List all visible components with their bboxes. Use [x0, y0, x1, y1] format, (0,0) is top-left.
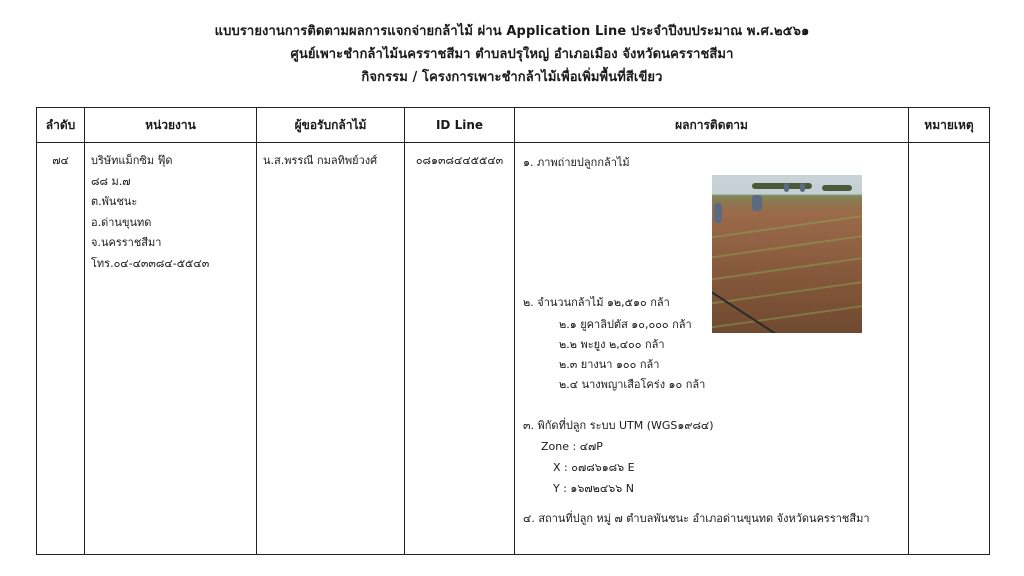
column-header-note: หมายเหตุ: [909, 108, 990, 143]
cell-id-line: [405, 143, 515, 555]
result-location: ๔. สถานที่ปลูก หมู่ ๗ ตำบลพันชนะ อำเภอด่านขุนทด จังหวัดนครราชสีมา: [523, 512, 870, 525]
table-row: [37, 143, 990, 555]
report-subtitle-activity: กิจกรรม / โครงการเพาะชำกล้าไม้เพื่อเพิ่มพื้นที่สีเขียว: [361, 70, 663, 85]
report-subtitle-center: ศูนย์เพาะชำกล้าไม้นครราชสีมา ตำบลปรุใหญ่ อำเภอเมือง จังหวัดนครราชสีมา: [290, 47, 734, 62]
result-y-coordinate: Y : ๑๖๗๒๔๖๖ N: [553, 482, 634, 495]
agency-district: อ.ด่านขุนทด: [91, 215, 152, 229]
cell-no: [37, 143, 85, 555]
cell-note: [909, 143, 990, 555]
report-table: [36, 107, 990, 555]
agency-subdistrict: ต.พันชนะ: [91, 195, 138, 208]
agency-province: จ.นครราชสีมา: [91, 236, 162, 249]
result-seedling-count: ๒. จำนวนกล้าไม้ ๑๒,๕๑๐ กล้า: [523, 296, 670, 309]
result-item-4: ๒.๔ นางพญาเสือโคร่ง ๑๐ กล้า: [559, 378, 706, 391]
report-header: [0, 0, 1024, 89]
column-header-agency: หน่วยงาน: [85, 108, 257, 143]
result-item-2: ๒.๒ พะยูง ๒,๔๐๐ กล้า: [559, 338, 665, 351]
column-header-result: ผลการติดตาม: [515, 108, 909, 143]
planting-photo: [712, 175, 862, 333]
result-coordinate-system: ๓. พิกัดที่ปลูก ระบบ UTM (WGS๑๙๘๔): [523, 419, 714, 432]
report-title: แบบรายงานการติดตามผลการแจกจ่ายกล้าไม้ ผ่าน Application Line ประจำปีงบประมาณ พ.ศ.๒๕๖๑: [214, 24, 810, 39]
row-number: ๗๔: [52, 154, 69, 167]
column-header-no: ลำดับ: [37, 108, 85, 143]
agency-phone: โทร.๐๔-๔๓๓๘๔-๕๕๔๓: [91, 256, 210, 270]
agency-address-moo: ๘๘ ม.๗: [91, 174, 131, 188]
note-value: [909, 143, 989, 151]
cell-requester: [257, 143, 405, 555]
cell-agency: [85, 143, 257, 555]
column-header-requester: ผู้ขอรับกล้าไม้: [257, 108, 405, 143]
table-header-row: [37, 108, 990, 143]
cell-result: [515, 143, 909, 555]
result-x-coordinate: X : ๐๗๘๖๑๘๖ E: [553, 461, 635, 474]
column-header-id-line: ID Line: [405, 108, 515, 143]
result-item-1: ๒.๑ ยูคาลิปตัส ๑๐,๐๐๐ กล้า: [559, 318, 692, 331]
agency-name: บริษัทแม็กซิม ฟุ๊ด: [91, 154, 173, 167]
line-id-value: ๐๘๑๓๘๔๔๕๕๔๓: [415, 154, 504, 167]
requester-name: น.ส.พรรณี กมลทิพย์วงศ์: [263, 154, 378, 167]
result-item-3: ๒.๓ ยางนา ๑๐๐ กล้า: [559, 358, 660, 371]
result-photo-label: ๑. ภาพถ่ายปลูกกล้าไม้: [523, 156, 630, 169]
result-zone: Zone : ๔๗P: [541, 440, 603, 453]
